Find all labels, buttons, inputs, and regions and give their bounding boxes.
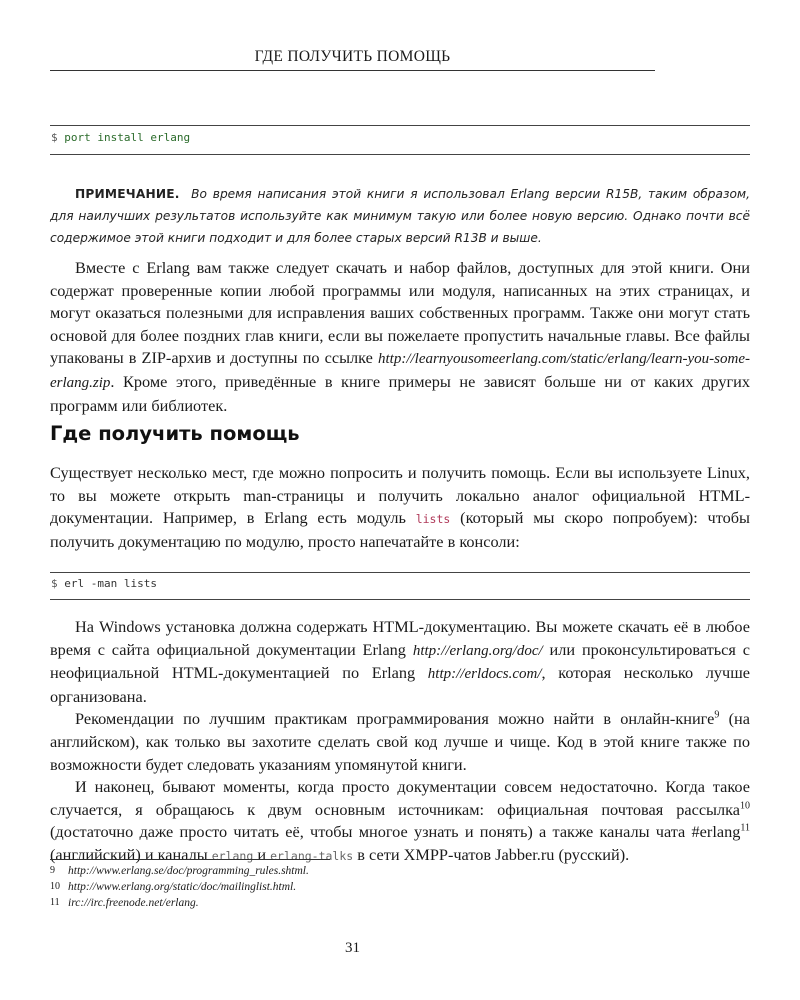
footnote-divider bbox=[50, 859, 330, 860]
inline-code-erlang: erlang bbox=[211, 848, 254, 863]
paragraph-windows bbox=[50, 616, 750, 708]
text: (на английском), как только вы захотите сделать свой код лучше и чище. Код в этой книге также по возможности будет следовать указаниям упомянутой книги. bbox=[50, 709, 750, 774]
text: На Windows установка должна содержать HTML-документацию. Вы можете скачать её в любое время с сайта официальной документации Erlang bbox=[50, 617, 750, 659]
footnote-number: 10 bbox=[50, 881, 60, 892]
footnote-item bbox=[50, 863, 309, 879]
text: (который мы скоро попробуем): чтобы получить документацию по модулю, просто напечатайте в консоли: bbox=[50, 508, 750, 551]
paragraph-help-places bbox=[50, 462, 750, 553]
footnote-number: 11 bbox=[50, 897, 60, 908]
footnote-number: 9 bbox=[50, 865, 55, 876]
inline-code-lists: lists bbox=[415, 512, 451, 527]
paragraphs-resources bbox=[50, 616, 750, 868]
paragraph-downloads bbox=[50, 257, 750, 417]
text: Существует несколько мест, где можно попросить и получить помощь. Если вы используете Linux, то вы можете открыть man-страницы и получить локально аналог официальной HTML-документации. Например, в Erlang есть модуль bbox=[50, 463, 750, 528]
text: в сети XMPP-чатов Jabber.ru (русский). bbox=[353, 844, 630, 864]
text: . Кроме этого, приведённые в книге примеры не зависят больше ни от каких других программ или библиотек. bbox=[50, 371, 750, 415]
note-text: Во время написания этой книги я использовал Erlang версии R15B, таким образом, для наилучших результатов используйте как минимум такую или более новую версию. Однако почти всё содержимое этой книги подходит и для более старых версий R13B и выше. bbox=[50, 187, 751, 245]
footnote-link[interactable]: http://www.erlang.se/doc/programming_rules.shtml. bbox=[68, 865, 309, 877]
footnote-ref-9[interactable]: 9 bbox=[714, 709, 720, 721]
running-header: ГДЕ ПОЛУЧИТЬ ПОМОЩЬ bbox=[50, 48, 655, 71]
text: и bbox=[253, 844, 271, 864]
text: И наконец, бывают моменты, когда просто документации совсем недостаточно. Когда такое случается, я обращаюсь к двум основным источникам: официальная почтовая рассылка bbox=[50, 777, 750, 819]
page-number: 31 bbox=[345, 940, 360, 956]
download-link[interactable]: http://learnyousomeerlang.com/static/erlang/learn-you-some-erlang.zip bbox=[50, 351, 750, 391]
erlang-doc-link[interactable]: http://erlang.org/doc/ bbox=[412, 642, 543, 659]
footnote-item bbox=[50, 895, 309, 911]
shell-command: erl -man lists bbox=[64, 577, 157, 590]
text: , которая несколько лучше организована. bbox=[50, 663, 750, 706]
erldocs-link[interactable]: http://erldocs.com/ bbox=[427, 666, 542, 683]
text: (достаточно даже просто читать её, чтобы многое узнать и понять) а также каналы чата #erlang bbox=[50, 822, 741, 842]
footnote-link[interactable]: irc://irc.freenode.net/erlang. bbox=[68, 897, 199, 909]
shell-prompt: $ bbox=[51, 577, 58, 590]
shell-prompt: $ bbox=[51, 131, 58, 144]
footnotes bbox=[50, 863, 309, 911]
footnote-item bbox=[50, 879, 309, 895]
text: или проконсультироваться с неофициальной HTML-документацией по Erlang bbox=[50, 639, 750, 683]
text: Рекомендации по лучшим практикам программирования можно найти в онлайн-книге bbox=[75, 709, 715, 729]
shell-command: port install erlang bbox=[64, 131, 191, 144]
footnote-ref-11[interactable]: 11 bbox=[740, 822, 750, 834]
text: Вместе с Erlang вам также следует скачать и набор файлов, доступных для этой книги. Они содержат проверенные копии любой программы или модуля, написанных на этих страницах, и могут оказаться полезными для исправления ваших собственных программ. Также они могут стать основой для более поздних глав книги, если вы пожелаете пропустить начальные главы. Все файлы упакованы в ZIP-архив и доступны по ссылке bbox=[50, 258, 750, 368]
text: (английский) и каналы bbox=[50, 844, 212, 864]
section-heading: Где получить помощь bbox=[50, 422, 300, 445]
paragraph-community bbox=[50, 776, 750, 867]
note-label: ПРИМЕЧАНИЕ. bbox=[75, 187, 180, 201]
footnote-ref-10[interactable]: 10 bbox=[740, 800, 750, 812]
code-block-port-install bbox=[50, 125, 750, 155]
footnote-link[interactable]: http://www.erlang.org/static/doc/mailinglist.html. bbox=[68, 881, 297, 893]
code-block-erl-man bbox=[50, 572, 750, 600]
note-box bbox=[50, 183, 750, 249]
inline-code-erlang-talks: erlang-talks bbox=[270, 848, 354, 863]
paragraph-best-practices bbox=[50, 708, 750, 776]
